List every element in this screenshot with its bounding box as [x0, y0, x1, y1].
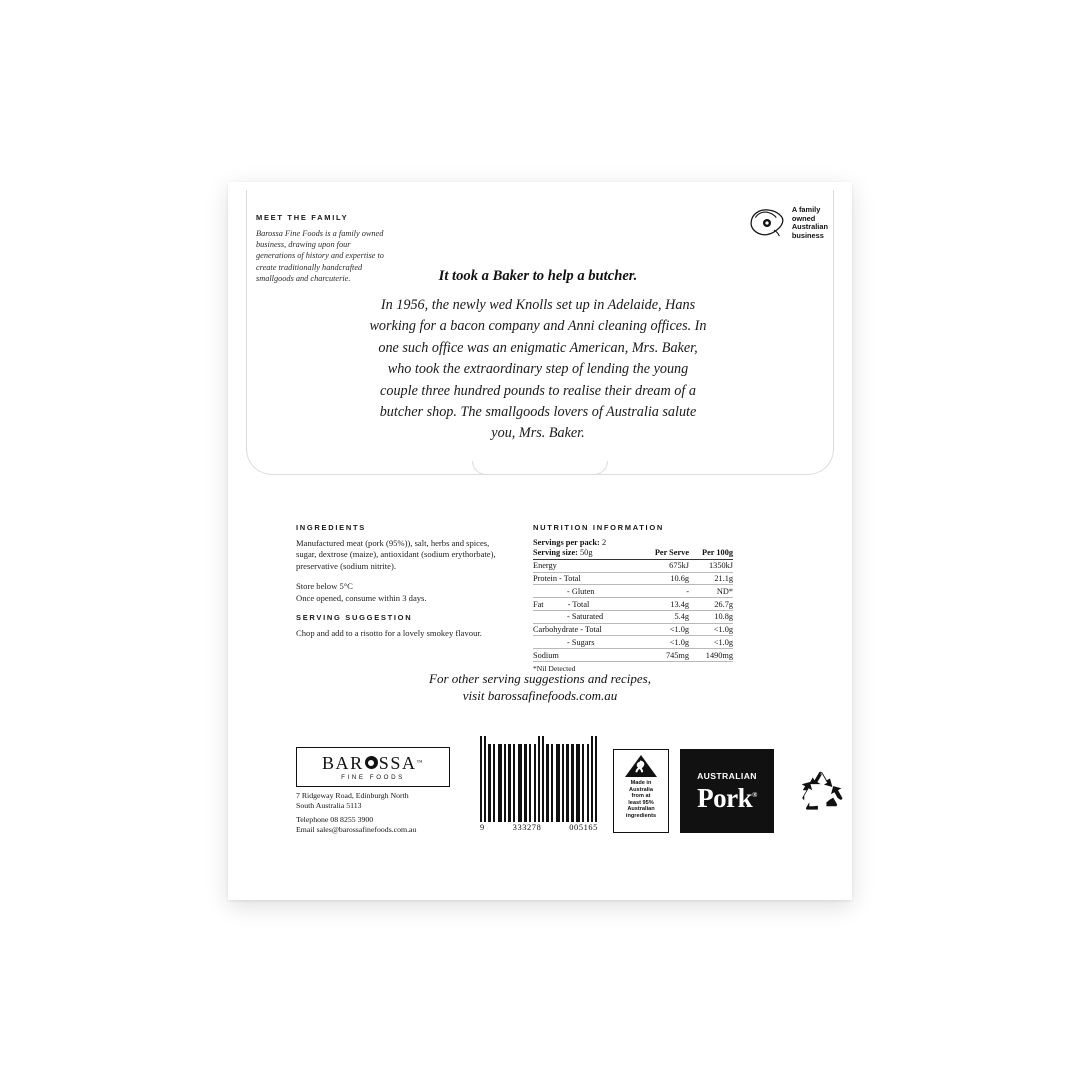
table-row: [533, 559, 733, 572]
family-owned-badge-text: [792, 206, 828, 240]
ingredients-body: Manufactured meat (pork (95%)), salt, herbs and spices, sugar, dextrose (maize), antioxidant (sodium erythorbate), preservative (sodium nitrite).: [296, 538, 496, 571]
family-owned-badge: [748, 206, 828, 240]
row-sub: - Saturated: [567, 612, 604, 622]
address-line-1: 7 Ridgeway Road, Edinburgh North: [296, 791, 409, 800]
badge-line-2: owned: [791, 213, 816, 223]
storage-instructions: [296, 581, 504, 604]
row-per-100g: 26.7g: [689, 598, 733, 611]
barcode: [480, 744, 598, 836]
barcode-bars: [480, 744, 598, 822]
barossa-logo-subtitle: FINE FOODS: [341, 773, 405, 781]
nutrition-heading: NUTRITION INFORMATION: [533, 523, 664, 532]
table-row: [533, 649, 733, 662]
row-name: Fat: [533, 599, 544, 609]
row-sub: - Sugars: [567, 637, 595, 647]
barossa-logo: [296, 747, 450, 787]
row-name: Carbohydrate: [533, 625, 579, 635]
australian-pork-logo: [680, 749, 774, 833]
row-sub: - Total: [567, 599, 590, 609]
trademark-symbol: ™: [416, 759, 425, 766]
serving-suggestion-heading: SERVING SUGGESTION: [296, 613, 413, 623]
logo-dot-icon: [365, 756, 378, 769]
wordmark-part-1: BAR: [321, 752, 364, 773]
table-row: [533, 585, 733, 598]
meet-the-family-heading: MEET THE FAMILY: [256, 213, 349, 222]
badge-line-4: business: [791, 230, 824, 240]
table-row: [533, 572, 733, 585]
nutrition-table: [533, 547, 733, 662]
servings-per-pack-label: Servings per pack:: [533, 538, 600, 547]
company-address: [296, 791, 416, 834]
barossa-wordmark: [322, 754, 424, 772]
row-sub: - Gluten: [567, 586, 595, 596]
storage-line-2: Once opened, consume within 3 days.: [296, 592, 427, 603]
row-per-serve: 13.4g: [643, 598, 689, 611]
row-name: Sodium: [533, 650, 559, 660]
serving-size-value: 50g: [580, 548, 593, 558]
product-packaging-back: [228, 182, 852, 900]
row-per-serve: 745mg: [643, 649, 689, 662]
pork-word: Pork: [697, 782, 753, 813]
packaging-notch: [472, 461, 608, 475]
row-name: Protein: [533, 573, 557, 583]
aussie-line-3: from at: [631, 793, 651, 800]
address-line-2: South Australia 5113: [296, 800, 362, 810]
australian-pork-line-2: [697, 781, 757, 812]
row-per-100g: <1.0g: [689, 636, 733, 649]
serving-suggestion-body: Chop and add to a risotto for a lovely smokey flavour.: [296, 628, 482, 639]
australian-pork-line-1: AUSTRALIAN: [697, 770, 757, 781]
row-per-serve: 10.6g: [643, 572, 689, 585]
australian-made-caption: [626, 780, 656, 820]
badge-line-1: A family: [791, 205, 821, 214]
aussie-line-5: Australian: [627, 806, 655, 813]
recycle-icon: [800, 769, 844, 813]
registered-symbol: ®: [752, 790, 757, 799]
brand-story-title: It took a Baker to help a butcher.: [438, 268, 638, 284]
ingredients-section: [296, 523, 504, 639]
brand-story-body: In 1956, the newly wed Knolls set up in Adelaide, Hans working for a bacon company and Anni cleaning offices. In one such office was an enigmatic American, Mrs. Baker, who took the extraordinary step of lending the young couple three hundred pounds to realise their dream of a butcher shop. The smallgoods lovers of Australia salute you, Mrs. Baker.: [369, 297, 707, 442]
row-per-serve: -: [643, 585, 689, 598]
row-name: Energy: [533, 561, 557, 571]
recipes-callout: [228, 670, 852, 704]
address-telephone: Telephone 08 8255 3900: [296, 815, 374, 825]
row-per-100g: 1490mg: [689, 649, 733, 662]
badge-line-3: Australian: [791, 222, 828, 232]
row-sub: - Total: [580, 625, 602, 635]
serving-size-label: Serving size:: [533, 548, 578, 558]
row-per-100g: <1.0g: [689, 623, 733, 636]
meet-the-family-block: [256, 213, 384, 284]
row-per-serve: 675kJ: [643, 559, 689, 572]
nutrition-table-header-row: [533, 547, 733, 559]
row-per-100g: 1350kJ: [689, 559, 733, 572]
row-per-serve: <1.0g: [643, 636, 689, 649]
nutrition-section: [533, 523, 733, 673]
kangaroo-triangle-icon: [624, 754, 658, 778]
servings-per-pack: [533, 538, 733, 547]
table-row: [533, 598, 733, 611]
row-sub: - Total: [559, 573, 581, 583]
ingredients-heading: INGREDIENTS: [296, 523, 366, 532]
recipes-line-1: For other serving suggestions and recipes,: [429, 671, 651, 686]
aussie-line-2: Australia: [629, 786, 653, 793]
row-per-serve: <1.0g: [643, 623, 689, 636]
brand-story: [368, 268, 708, 445]
row-per-100g: ND*: [689, 585, 733, 598]
australian-made-logo: [613, 749, 669, 833]
aussie-line-6: ingredients: [625, 812, 657, 819]
aussie-line-4: least 95%: [628, 799, 654, 806]
barcode-number: [480, 823, 598, 832]
serving-size-cell: [533, 547, 643, 559]
barcode-digit-left: 9: [480, 823, 485, 832]
meet-the-family-body: Barossa Fine Foods is a family owned business, drawing upon four generations of history and expertise to create traditionally handcrafted smallgoods and charcuterie.: [256, 229, 384, 283]
col-header-per-100g: Per 100g: [689, 547, 733, 559]
packaging-footer: [228, 747, 852, 867]
barcode-digits-right: 005165: [569, 823, 598, 832]
row-per-100g: 10.8g: [689, 610, 733, 623]
barcode-digits-main: 333278: [512, 823, 542, 832]
recipes-website: visit barossafinefoods.com.au: [462, 688, 618, 703]
wordmark-part-2: SSA: [378, 752, 417, 773]
table-row: [533, 623, 733, 636]
australia-map-icon: [748, 206, 786, 240]
servings-per-pack-value: 2: [601, 538, 607, 547]
row-per-100g: 21.1g: [689, 572, 733, 585]
table-row: [533, 610, 733, 623]
row-per-serve: 5.4g: [643, 610, 689, 623]
aussie-line-1: Made in: [630, 780, 652, 786]
storage-line-1: Store below 5°C: [296, 581, 353, 592]
col-header-per-serve: Per Serve: [643, 547, 689, 559]
nutrition-footnote: *Nil Detected: [533, 664, 576, 674]
table-row: [533, 636, 733, 649]
address-email: Email sales@barossafinefoods.com.au: [296, 824, 417, 834]
